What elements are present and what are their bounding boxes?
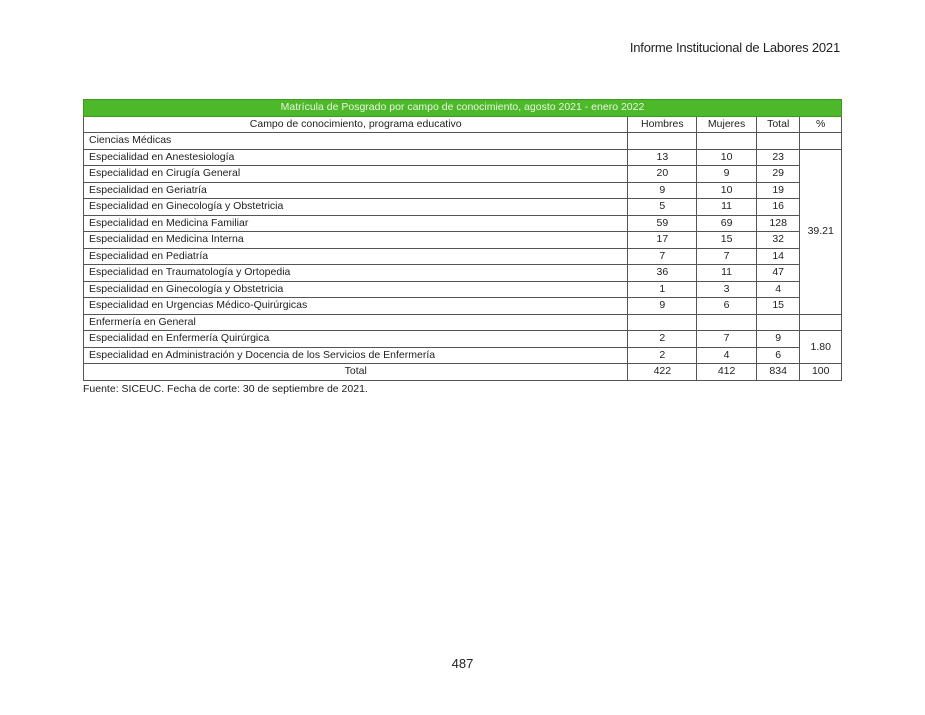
table-row — [84, 232, 842, 249]
women-count: 7 — [697, 248, 757, 265]
total-count: 16 — [756, 199, 800, 216]
total-count: 14 — [756, 248, 800, 265]
table-body — [84, 133, 842, 381]
enrollment-table — [83, 99, 842, 381]
program-name: Especialidad en Ginecología y Obstetricia — [84, 199, 628, 216]
women-count: 6 — [697, 298, 757, 315]
men-count: 2 — [628, 347, 697, 364]
program-name: Especialidad en Pediatría — [84, 248, 628, 265]
women-count: 9 — [697, 166, 757, 183]
total-count: 19 — [756, 182, 800, 199]
total-row — [84, 364, 842, 381]
program-name: Especialidad en Cirugía General — [84, 166, 628, 183]
total-count: 15 — [756, 298, 800, 315]
table-row — [84, 182, 842, 199]
column-header-percent: % — [800, 116, 842, 133]
empty-cell — [800, 133, 842, 150]
women-count: 7 — [697, 331, 757, 348]
men-count: 9 — [628, 298, 697, 315]
page-number: 487 — [451, 656, 474, 671]
section-row — [84, 314, 842, 331]
program-name: Especialidad en Medicina Interna — [84, 232, 628, 249]
table-row — [84, 331, 842, 348]
table-row — [84, 281, 842, 298]
program-name: Especialidad en Medicina Familiar — [84, 215, 628, 232]
men-count: 9 — [628, 182, 697, 199]
table-row — [84, 248, 842, 265]
women-count: 69 — [697, 215, 757, 232]
table-row — [84, 347, 842, 364]
women-count: 10 — [697, 182, 757, 199]
men-count: 2 — [628, 331, 697, 348]
men-count: 1 — [628, 281, 697, 298]
total-count: 4 — [756, 281, 800, 298]
women-count: 3 — [697, 281, 757, 298]
total-label: Total — [84, 364, 628, 381]
table-caption: Matrícula de Posgrado por campo de conocimiento, agosto 2021 - enero 2022 — [84, 100, 842, 117]
women-count: 4 — [697, 347, 757, 364]
women-count: 11 — [697, 199, 757, 216]
men-count: 36 — [628, 265, 697, 282]
program-name: Especialidad en Urgencias Médico-Quirúrgicas — [84, 298, 628, 315]
women-count: 15 — [697, 232, 757, 249]
program-name: Especialidad en Ginecología y Obstetricia — [84, 281, 628, 298]
total-all: 834 — [756, 364, 800, 381]
men-count: 7 — [628, 248, 697, 265]
men-count: 5 — [628, 199, 697, 216]
program-name: Especialidad en Traumatología y Ortopedia — [84, 265, 628, 282]
men-count: 17 — [628, 232, 697, 249]
program-name: Especialidad en Administración y Docencia de los Servicios de Enfermería — [84, 347, 628, 364]
total-count: 23 — [756, 149, 800, 166]
running-header: Informe Institucional de Labores 2021 — [629, 40, 840, 55]
section-percent: 1.80 — [800, 331, 842, 364]
total-men: 422 — [628, 364, 697, 381]
column-header-total: Total — [756, 116, 800, 133]
section-percent: 39.21 — [800, 149, 842, 314]
total-percent: 100 — [800, 364, 842, 381]
total-count: 29 — [756, 166, 800, 183]
column-header-field: Campo de conocimiento, programa educativo — [84, 116, 628, 133]
empty-cell — [800, 314, 842, 331]
table-row — [84, 298, 842, 315]
source-note: Fuente: SICEUC. Fecha de corte: 30 de septiembre de 2021. — [83, 383, 368, 395]
column-header-men: Hombres — [628, 116, 697, 133]
men-count: 20 — [628, 166, 697, 183]
column-header-women: Mujeres — [697, 116, 757, 133]
program-name: Especialidad en Enfermería Quirúrgica — [84, 331, 628, 348]
table-row — [84, 166, 842, 183]
empty-cell — [697, 133, 757, 150]
empty-cell — [697, 314, 757, 331]
women-count: 11 — [697, 265, 757, 282]
empty-cell — [628, 133, 697, 150]
table-row — [84, 199, 842, 216]
total-women: 412 — [697, 364, 757, 381]
empty-cell — [756, 133, 800, 150]
total-count: 9 — [756, 331, 800, 348]
total-count: 128 — [756, 215, 800, 232]
empty-cell — [628, 314, 697, 331]
table-row — [84, 265, 842, 282]
table-row — [84, 149, 842, 166]
program-name: Especialidad en Geriatría — [84, 182, 628, 199]
section-name: Ciencias Médicas — [84, 133, 628, 150]
total-count: 32 — [756, 232, 800, 249]
total-count: 47 — [756, 265, 800, 282]
table-row — [84, 215, 842, 232]
section-row — [84, 133, 842, 150]
men-count: 13 — [628, 149, 697, 166]
table-caption-row — [84, 100, 842, 117]
total-count: 6 — [756, 347, 800, 364]
section-name: Enfermería en General — [84, 314, 628, 331]
table-header-row — [84, 116, 842, 133]
empty-cell — [756, 314, 800, 331]
women-count: 10 — [697, 149, 757, 166]
program-name: Especialidad en Anestesiología — [84, 149, 628, 166]
men-count: 59 — [628, 215, 697, 232]
